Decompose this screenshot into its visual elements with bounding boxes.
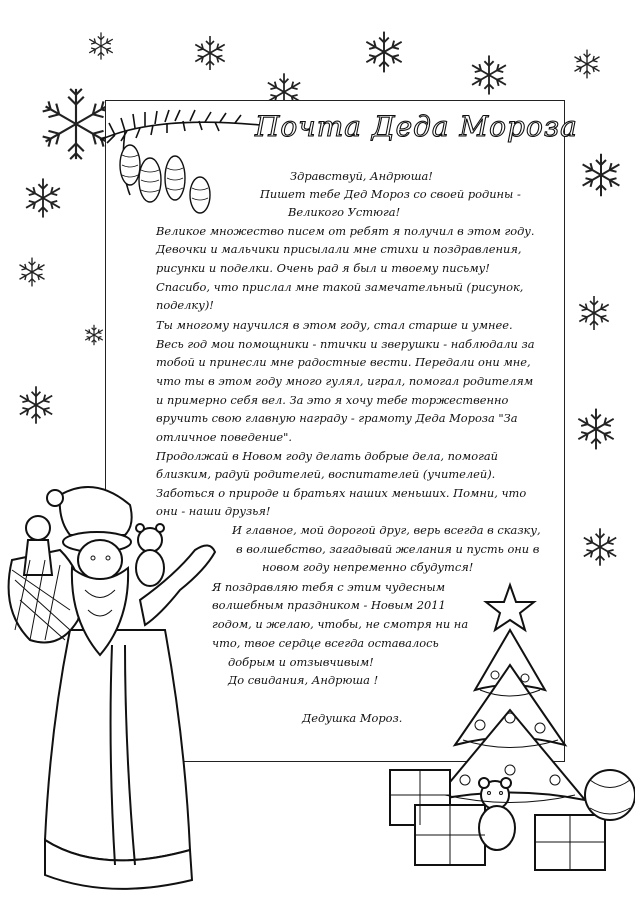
letter-line: поделку)! <box>156 298 214 312</box>
snowflake-icon <box>570 47 604 81</box>
snowflake-icon <box>82 323 106 347</box>
letter-signature: Дедушка Мороз. <box>302 711 403 725</box>
letter-line: Великое множество писем от ребят я получил в этом году. <box>156 224 535 238</box>
letter-line: волшебным праздником - Новым 2011 <box>212 598 446 612</box>
letter-line: годом, и желаю, чтобы, не смотря ни на <box>212 617 469 631</box>
letter-line: Здравствуй, Андрюша! <box>290 169 433 183</box>
letter-line: Великого Устюга! <box>288 205 401 219</box>
letter-line: вручить свою главную награду - грамоту Деда Мороза "За <box>156 411 518 425</box>
snowflake-icon <box>360 28 408 76</box>
snowflake-icon <box>85 30 117 62</box>
letter-line: Я поздравляю тебя с этим чудесным <box>212 580 446 594</box>
letter-line: Ты многому научился в этом году, стал старше и умнее. <box>156 318 513 332</box>
letter-line: тобой и принесли мне радостные вести. Передали они мне, <box>156 355 531 369</box>
snowflake-icon <box>466 52 512 98</box>
snowflake-icon <box>15 255 49 289</box>
letter-line: Девочки и мальчики присылали мне стихи и поздравления, <box>156 242 522 256</box>
letter-line: что ты в этом году много гулял, играл, помогал родителям <box>156 374 534 388</box>
letter-line: что, твое сердце всегда оставалось <box>212 636 439 650</box>
letter-line: Весь год мои помощники - птички и зверушки - наблюдали за <box>156 337 535 351</box>
snowflake-icon <box>578 525 622 569</box>
snowflake-icon <box>14 383 58 427</box>
ded-moroz-illustration <box>0 480 240 904</box>
letter-line: отличное поведение". <box>156 430 293 444</box>
letter-line: Продолжай в Новом году делать добрые дела, помогай <box>156 449 498 463</box>
letter-line: До свидания, Андрюша ! <box>228 673 379 687</box>
letter-line: Заботься о природе и братьях наших меньших. Помни, что <box>156 486 527 500</box>
letter-line: Пишет тебе Дед Мороз со своей родины - <box>260 187 521 201</box>
letter-line: новом году непременно сбудутся! <box>262 560 474 574</box>
snowflake-icon <box>20 175 66 221</box>
snowflake-icon <box>572 405 620 453</box>
letter-line: рисунки и поделки. Очень рад я был и твоему письму! <box>156 261 490 275</box>
letter-line: и примерно себя вел. За это я хочу тебе торжественно <box>156 393 509 407</box>
letter-line: И главное, мой дорогой друг, верь всегда в сказку, <box>232 523 541 537</box>
letter-title: Почта Деда Мороза <box>255 110 578 143</box>
fir-branch-icon <box>95 100 265 224</box>
snowflake-icon <box>574 293 614 333</box>
letter-line: близким, радуй родителей, воспитателей (учителей). <box>156 467 496 481</box>
christmas-tree-illustration <box>385 580 635 894</box>
letter-line: Спасибо, что прислал мне такой замечательный (рисунок, <box>156 280 524 294</box>
letter-line: они - наши друзья! <box>156 504 271 518</box>
snowflake-icon <box>190 33 230 73</box>
snowflake-icon <box>576 150 626 200</box>
letter-line: в волшебство, загадывай желания и пусть они в <box>236 542 540 556</box>
letter-line: добрым и отзывчивым! <box>228 655 374 669</box>
